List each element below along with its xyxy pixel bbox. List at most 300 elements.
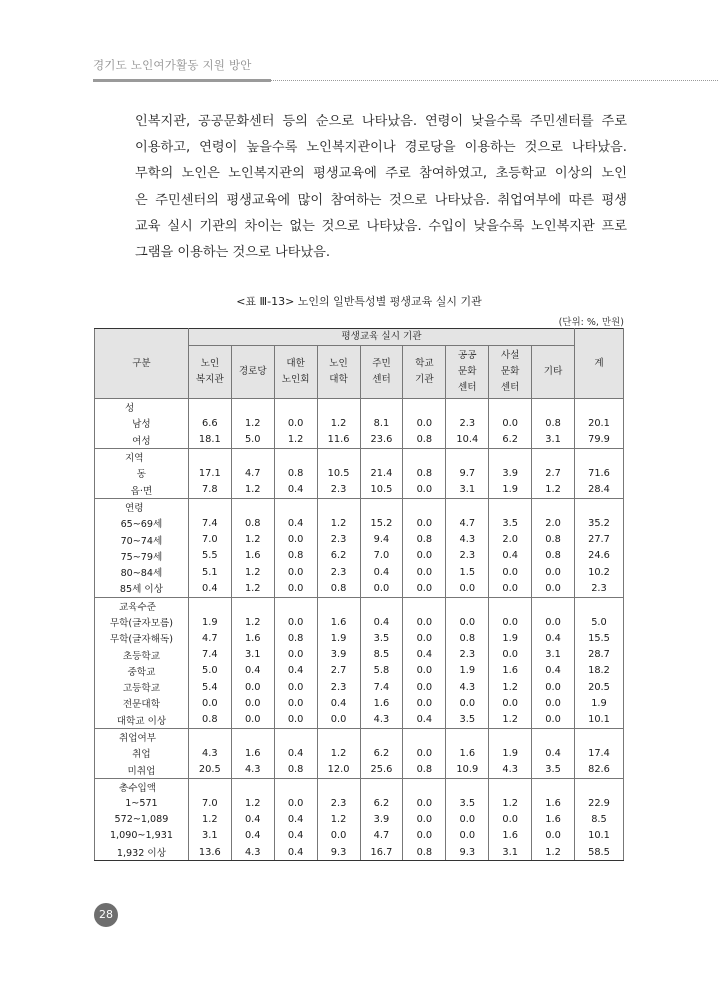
empty-cell xyxy=(317,597,360,614)
value-cell: 10.4 xyxy=(446,432,489,449)
value-cell: 0.0 xyxy=(532,580,575,597)
column-header-line: 문화 xyxy=(500,366,520,377)
empty-cell xyxy=(274,778,317,795)
empty-cell xyxy=(489,728,532,745)
value-cell: 0.0 xyxy=(403,679,446,695)
table-group-row xyxy=(95,597,624,614)
value-cell: 7.0 xyxy=(360,548,403,564)
column-header-line: 대한 xyxy=(286,358,305,369)
value-cell: 4.3 xyxy=(360,712,403,729)
empty-cell xyxy=(231,448,274,465)
table-unit: (단위: %, 만원) xyxy=(558,317,624,328)
table-group-row xyxy=(95,399,624,416)
value-cell: 0.0 xyxy=(489,811,532,827)
body-line: 이용하고, 연령이 높을수록 노인복지관이나 경로당을 이용하는 것으로 나타났음. xyxy=(135,140,627,156)
row-label: 여성 xyxy=(95,432,189,449)
value-cell: 0.0 xyxy=(489,564,532,580)
value-cell: 23.6 xyxy=(360,432,403,449)
value-cell: 2.3 xyxy=(446,415,489,431)
value-cell: 1.2 xyxy=(231,531,274,547)
column-header xyxy=(231,346,274,399)
table-row xyxy=(95,811,624,827)
column-header xyxy=(274,346,317,399)
empty-cell xyxy=(575,448,624,465)
value-cell: 20.5 xyxy=(188,762,231,779)
value-cell: 0.0 xyxy=(317,712,360,729)
page-header-title: 경기도 노인여가활동 지원 방안 xyxy=(93,58,252,72)
value-cell: 0.8 xyxy=(231,515,274,531)
row-label: 65~69세 xyxy=(95,515,189,531)
empty-cell xyxy=(317,498,360,515)
value-cell: 0.8 xyxy=(446,630,489,646)
empty-cell xyxy=(403,498,446,515)
value-cell: 1.9 xyxy=(489,481,532,498)
value-cell: 2.7 xyxy=(317,663,360,679)
empty-cell xyxy=(403,778,446,795)
value-cell: 1.6 xyxy=(317,614,360,630)
value-cell: 1.2 xyxy=(231,564,274,580)
value-cell: 0.0 xyxy=(403,515,446,531)
value-cell: 0.4 xyxy=(274,828,317,844)
total-cell: 28.4 xyxy=(575,481,624,498)
value-cell: 1.6 xyxy=(489,828,532,844)
value-cell: 0.4 xyxy=(274,515,317,531)
total-cell: 82.6 xyxy=(575,762,624,779)
value-cell: 3.1 xyxy=(532,432,575,449)
empty-cell xyxy=(231,498,274,515)
empty-cell xyxy=(274,728,317,745)
row-label: 70~74세 xyxy=(95,531,189,547)
value-cell: 0.4 xyxy=(274,811,317,827)
total-cell: 10.1 xyxy=(575,828,624,844)
empty-cell xyxy=(360,728,403,745)
table-row xyxy=(95,531,624,547)
value-cell: 0.0 xyxy=(403,630,446,646)
empty-cell xyxy=(575,778,624,795)
value-cell: 0.8 xyxy=(274,762,317,779)
value-cell: 13.6 xyxy=(188,844,231,861)
value-cell: 9.3 xyxy=(446,844,489,861)
empty-cell xyxy=(575,399,624,416)
table-row xyxy=(95,844,624,861)
body-line: 은 주민센터의 평생교육에 많이 참여하는 것으로 나타났음. 취업여부에 따른 평생 xyxy=(135,192,627,208)
value-cell: 1.2 xyxy=(317,811,360,827)
value-cell: 9.7 xyxy=(446,465,489,481)
empty-cell xyxy=(274,399,317,416)
table-row xyxy=(95,465,624,481)
value-cell: 3.1 xyxy=(446,481,489,498)
header-total-label: 계 xyxy=(575,329,624,399)
value-cell: 17.1 xyxy=(188,465,231,481)
value-cell: 2.0 xyxy=(489,531,532,547)
table-row xyxy=(95,630,624,646)
value-cell: 1.2 xyxy=(231,580,274,597)
table-row xyxy=(95,548,624,564)
value-cell: 4.7 xyxy=(446,515,489,531)
value-cell: 0.4 xyxy=(403,712,446,729)
table-group-row xyxy=(95,498,624,515)
value-cell: 0.4 xyxy=(274,481,317,498)
table-row xyxy=(95,745,624,761)
empty-cell xyxy=(575,728,624,745)
value-cell: 16.7 xyxy=(360,844,403,861)
table-row xyxy=(95,432,624,449)
row-label: 초등학교 xyxy=(95,646,189,662)
total-cell: 22.9 xyxy=(575,795,624,811)
table-group-row xyxy=(95,728,624,745)
value-cell: 0.8 xyxy=(403,465,446,481)
column-header-line: 노인 xyxy=(200,358,220,369)
column-header-line: 센터 xyxy=(500,382,520,393)
value-cell: 0.0 xyxy=(274,531,317,547)
table-row xyxy=(95,695,624,711)
total-cell: 8.5 xyxy=(575,811,624,827)
value-cell: 4.3 xyxy=(188,745,231,761)
empty-cell xyxy=(317,778,360,795)
value-cell: 0.0 xyxy=(274,415,317,431)
table-row xyxy=(95,762,624,779)
empty-cell xyxy=(489,448,532,465)
value-cell: 7.0 xyxy=(188,795,231,811)
value-cell: 0.4 xyxy=(231,663,274,679)
total-cell: 35.2 xyxy=(575,515,624,531)
value-cell: 0.4 xyxy=(274,663,317,679)
value-cell: 3.5 xyxy=(446,795,489,811)
value-cell: 0.0 xyxy=(231,712,274,729)
total-cell: 20.1 xyxy=(575,415,624,431)
value-cell: 1.9 xyxy=(489,745,532,761)
value-cell: 1.2 xyxy=(489,712,532,729)
value-cell: 1.2 xyxy=(317,415,360,431)
value-cell: 0.0 xyxy=(489,580,532,597)
value-cell: 0.8 xyxy=(403,762,446,779)
row-label: 무학(글자모름) xyxy=(95,614,189,630)
value-cell: 0.8 xyxy=(274,548,317,564)
value-cell: 0.4 xyxy=(532,630,575,646)
value-cell: 0.0 xyxy=(317,828,360,844)
value-cell: 0.0 xyxy=(403,564,446,580)
value-cell: 1.2 xyxy=(489,679,532,695)
column-header-line: 노인 xyxy=(329,358,348,369)
value-cell: 1.2 xyxy=(231,415,274,431)
total-cell: 28.7 xyxy=(575,646,624,662)
group-title: 교육수준 xyxy=(95,597,189,614)
value-cell: 1.2 xyxy=(231,795,274,811)
table-row xyxy=(95,795,624,811)
value-cell: 1.9 xyxy=(489,630,532,646)
value-cell: 0.0 xyxy=(274,646,317,662)
value-cell: 1.6 xyxy=(231,548,274,564)
empty-cell xyxy=(489,399,532,416)
value-cell: 0.0 xyxy=(403,695,446,711)
total-cell: 79.9 xyxy=(575,432,624,449)
total-cell: 10.1 xyxy=(575,712,624,729)
empty-cell xyxy=(188,498,231,515)
column-header xyxy=(188,346,231,399)
empty-cell xyxy=(489,498,532,515)
table-group-row xyxy=(95,448,624,465)
empty-cell xyxy=(532,399,575,416)
value-cell: 1.5 xyxy=(446,564,489,580)
value-cell: 2.3 xyxy=(317,564,360,580)
total-cell: 58.5 xyxy=(575,844,624,861)
total-cell: 71.6 xyxy=(575,465,624,481)
empty-cell xyxy=(274,597,317,614)
value-cell: 5.0 xyxy=(188,663,231,679)
value-cell: 0.4 xyxy=(532,663,575,679)
value-cell: 0.0 xyxy=(489,415,532,431)
row-label: 대학교 이상 xyxy=(95,712,189,729)
empty-cell xyxy=(446,448,489,465)
value-cell: 5.8 xyxy=(360,663,403,679)
value-cell: 3.5 xyxy=(532,762,575,779)
empty-cell xyxy=(532,498,575,515)
body-line: 인복지관, 공공문화센터 등의 순으로 나타났음. 연령이 낮을수록 주민센터를 주로 xyxy=(135,114,627,129)
value-cell: 0.0 xyxy=(274,679,317,695)
row-label: 미취업 xyxy=(95,762,189,779)
empty-cell xyxy=(532,778,575,795)
value-cell: 0.0 xyxy=(489,695,532,711)
value-cell: 1.2 xyxy=(188,811,231,827)
value-cell: 8.5 xyxy=(360,646,403,662)
value-cell: 2.3 xyxy=(317,531,360,547)
row-label: 남성 xyxy=(95,415,189,431)
value-cell: 0.4 xyxy=(532,745,575,761)
total-cell: 27.7 xyxy=(575,531,624,547)
empty-cell xyxy=(317,728,360,745)
value-cell: 0.0 xyxy=(446,614,489,630)
table-caption: <표 Ⅲ-13> 노인의 일반특성별 평생교육 실시 기관 xyxy=(236,295,482,308)
value-cell: 0.8 xyxy=(532,531,575,547)
value-cell: 1.2 xyxy=(231,614,274,630)
value-cell: 7.4 xyxy=(360,679,403,695)
header-span-label: 평생교육 실시 기관 xyxy=(188,329,574,346)
total-cell: 2.3 xyxy=(575,580,624,597)
value-cell: 0.4 xyxy=(403,646,446,662)
value-cell: 0.8 xyxy=(403,531,446,547)
row-label: 75~79세 xyxy=(95,548,189,564)
row-label: 전문대학 xyxy=(95,695,189,711)
total-cell: 20.5 xyxy=(575,679,624,695)
value-cell: 0.4 xyxy=(274,844,317,861)
value-cell: 0.0 xyxy=(532,828,575,844)
empty-cell xyxy=(403,399,446,416)
value-cell: 4.3 xyxy=(446,679,489,695)
value-cell: 1.2 xyxy=(317,745,360,761)
value-cell: 0.0 xyxy=(403,828,446,844)
column-header xyxy=(532,346,575,399)
row-label: 중학교 xyxy=(95,663,189,679)
empty-cell xyxy=(231,778,274,795)
table-row xyxy=(95,679,624,695)
total-cell: 24.6 xyxy=(575,548,624,564)
column-header-line: 사설 xyxy=(500,350,520,361)
empty-cell xyxy=(532,597,575,614)
value-cell: 0.0 xyxy=(274,712,317,729)
value-cell: 0.0 xyxy=(403,745,446,761)
table-row xyxy=(95,646,624,662)
empty-cell xyxy=(231,728,274,745)
empty-cell xyxy=(274,498,317,515)
table-group-row xyxy=(95,778,624,795)
value-cell: 0.0 xyxy=(532,712,575,729)
header-dotted-rule xyxy=(271,80,718,81)
empty-cell xyxy=(317,399,360,416)
row-label: 80~84세 xyxy=(95,564,189,580)
value-cell: 0.8 xyxy=(274,630,317,646)
empty-cell xyxy=(532,448,575,465)
data-table xyxy=(94,328,624,861)
empty-cell xyxy=(188,728,231,745)
value-cell: 1.9 xyxy=(317,630,360,646)
value-cell: 5.4 xyxy=(188,679,231,695)
value-cell: 6.6 xyxy=(188,415,231,431)
column-header-line: 문화 xyxy=(458,366,477,377)
header-group-label: 구분 xyxy=(95,329,189,399)
empty-cell xyxy=(446,778,489,795)
value-cell: 0.4 xyxy=(489,548,532,564)
header-rule xyxy=(93,79,271,82)
value-cell: 1.6 xyxy=(532,795,575,811)
table-row xyxy=(95,415,624,431)
body-line: 무학의 노인은 노인복지관의 평생교육에 주로 참여하였고, 초등학교 이상의 노인 xyxy=(135,166,627,182)
value-cell: 0.0 xyxy=(403,481,446,498)
empty-cell xyxy=(188,597,231,614)
column-header-line: 기타 xyxy=(543,366,563,377)
page-number: 28 xyxy=(94,903,118,927)
column-header-line: 경로당 xyxy=(238,366,267,377)
value-cell: 9.4 xyxy=(360,531,403,547)
value-cell: 4.3 xyxy=(489,762,532,779)
value-cell: 0.0 xyxy=(403,580,446,597)
value-cell: 1.9 xyxy=(188,614,231,630)
table-row xyxy=(95,712,624,729)
group-title: 취업여부 xyxy=(95,728,189,745)
value-cell: 10.5 xyxy=(360,481,403,498)
value-cell: 0.4 xyxy=(188,580,231,597)
total-cell: 18.2 xyxy=(575,663,624,679)
value-cell: 0.0 xyxy=(360,580,403,597)
value-cell: 0.0 xyxy=(403,614,446,630)
value-cell: 0.0 xyxy=(446,695,489,711)
empty-cell xyxy=(489,778,532,795)
value-cell: 4.3 xyxy=(231,844,274,861)
empty-cell xyxy=(575,597,624,614)
table-row xyxy=(95,515,624,531)
value-cell: 0.0 xyxy=(446,811,489,827)
value-cell: 0.8 xyxy=(274,465,317,481)
table-row xyxy=(95,564,624,580)
group-title: 연령 xyxy=(95,498,189,515)
value-cell: 4.7 xyxy=(231,465,274,481)
empty-cell xyxy=(446,597,489,614)
value-cell: 1.9 xyxy=(446,663,489,679)
empty-cell xyxy=(360,778,403,795)
value-cell: 9.3 xyxy=(317,844,360,861)
row-label: 572~1,089 xyxy=(95,811,189,827)
value-cell: 0.0 xyxy=(446,580,489,597)
value-cell: 0.4 xyxy=(274,745,317,761)
value-cell: 0.0 xyxy=(403,548,446,564)
total-cell: 5.0 xyxy=(575,614,624,630)
row-label: 취업 xyxy=(95,745,189,761)
empty-cell xyxy=(360,448,403,465)
value-cell: 6.2 xyxy=(489,432,532,449)
value-cell: 4.7 xyxy=(360,828,403,844)
column-header-line: 대학 xyxy=(329,374,348,385)
value-cell: 11.6 xyxy=(317,432,360,449)
empty-cell xyxy=(360,498,403,515)
value-cell: 0.0 xyxy=(274,580,317,597)
empty-cell xyxy=(446,399,489,416)
value-cell: 0.0 xyxy=(489,614,532,630)
value-cell: 0.4 xyxy=(231,828,274,844)
value-cell: 2.3 xyxy=(317,481,360,498)
value-cell: 0.0 xyxy=(274,614,317,630)
column-header-line: 주민 xyxy=(372,358,391,369)
column-header-line: 노인회 xyxy=(281,374,310,385)
empty-cell xyxy=(489,597,532,614)
value-cell: 3.1 xyxy=(532,646,575,662)
value-cell: 6.2 xyxy=(360,745,403,761)
column-header-line: 기관 xyxy=(415,374,434,385)
column-header-line: 복지관 xyxy=(195,374,224,385)
table-row xyxy=(95,481,624,498)
group-title: 지역 xyxy=(95,448,189,465)
value-cell: 12.0 xyxy=(317,762,360,779)
value-cell: 2.3 xyxy=(317,795,360,811)
value-cell: 0.0 xyxy=(403,795,446,811)
table-row xyxy=(95,828,624,844)
body-paragraph xyxy=(135,109,627,266)
value-cell: 1.6 xyxy=(489,663,532,679)
value-cell: 0.0 xyxy=(231,695,274,711)
value-cell: 5.1 xyxy=(188,564,231,580)
column-header xyxy=(360,346,403,399)
value-cell: 3.9 xyxy=(489,465,532,481)
value-cell: 21.4 xyxy=(360,465,403,481)
value-cell: 0.0 xyxy=(403,663,446,679)
value-cell: 1.6 xyxy=(532,811,575,827)
row-label: 고등학교 xyxy=(95,679,189,695)
value-cell: 3.1 xyxy=(489,844,532,861)
row-label: 1,090~1,931 xyxy=(95,828,189,844)
value-cell: 3.1 xyxy=(231,646,274,662)
total-cell: 17.4 xyxy=(575,745,624,761)
empty-cell xyxy=(231,597,274,614)
empty-cell xyxy=(188,778,231,795)
value-cell: 0.0 xyxy=(532,695,575,711)
row-label: 1,932 이상 xyxy=(95,844,189,861)
empty-cell xyxy=(446,728,489,745)
table-row xyxy=(95,614,624,630)
value-cell: 1.2 xyxy=(489,795,532,811)
value-cell: 25.6 xyxy=(360,762,403,779)
value-cell: 4.7 xyxy=(188,630,231,646)
value-cell: 0.8 xyxy=(403,432,446,449)
empty-cell xyxy=(360,399,403,416)
value-cell: 0.4 xyxy=(360,614,403,630)
value-cell: 3.5 xyxy=(489,515,532,531)
total-cell: 1.9 xyxy=(575,695,624,711)
empty-cell xyxy=(403,448,446,465)
empty-cell xyxy=(231,399,274,416)
row-label: 읍·면 xyxy=(95,481,189,498)
value-cell: 0.0 xyxy=(403,415,446,431)
empty-cell xyxy=(360,597,403,614)
value-cell: 0.0 xyxy=(231,679,274,695)
empty-cell xyxy=(317,448,360,465)
